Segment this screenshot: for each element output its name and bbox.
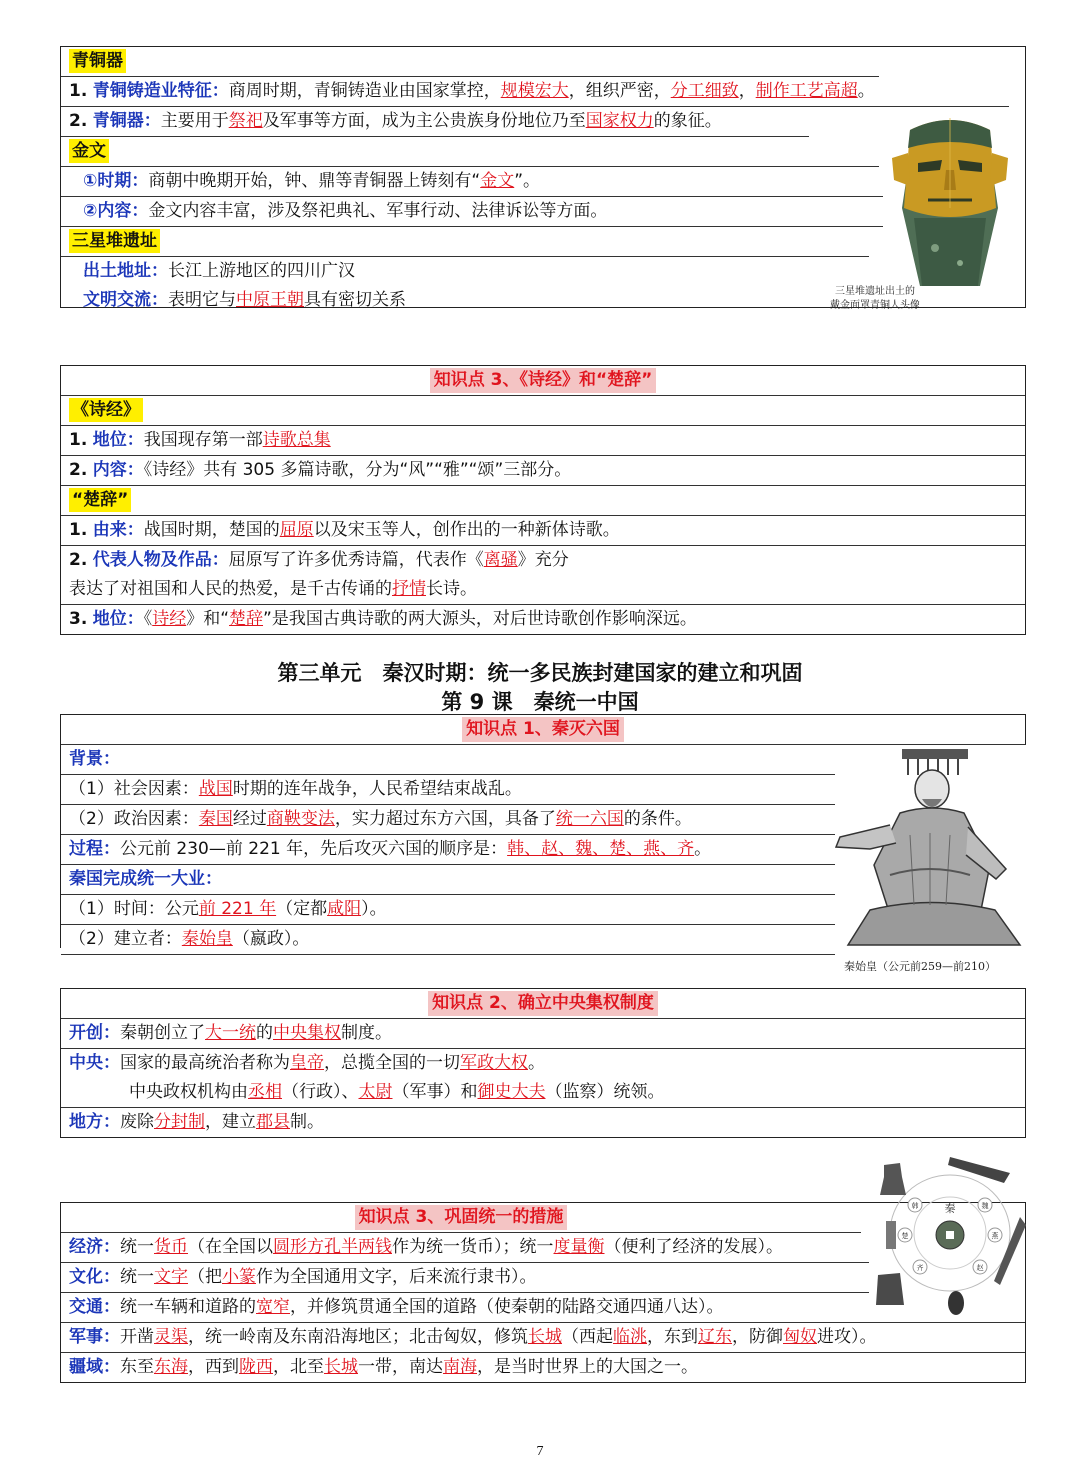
item-text: 具有密切关系 bbox=[304, 290, 406, 310]
item-number: 1. bbox=[69, 81, 88, 101]
item-text: 开凿 bbox=[120, 1327, 154, 1347]
knowledge-point-title: 知识点 3、《诗经》和“楚辞” bbox=[430, 368, 657, 393]
section-heading-chuci: “楚辞” bbox=[69, 488, 131, 512]
item-number: 2. bbox=[69, 550, 88, 570]
coin-state-label: 燕 bbox=[991, 1232, 999, 1240]
item-text: 公元前 230—前 221 年，先后攻灭六国的顺序是： bbox=[120, 839, 508, 859]
item-text: ，并修筑贯通全国的道路（使秦朝的陆路交通四通八达）。 bbox=[290, 1297, 724, 1317]
answer-text: 国家权力 bbox=[585, 111, 654, 131]
answer-text: 长城 bbox=[528, 1327, 562, 1347]
item-text: 国家的最高统治者称为 bbox=[120, 1053, 290, 1073]
bronze-feature-row bbox=[61, 77, 1009, 107]
qin-coins-image bbox=[870, 1155, 1030, 1320]
item-text: （2）建立者： bbox=[69, 929, 182, 949]
item-label: 疆域： bbox=[69, 1357, 120, 1377]
central-power-section bbox=[60, 988, 1026, 1138]
answer-text: 诗经 bbox=[152, 609, 187, 629]
item-label: 文明交流： bbox=[83, 290, 168, 310]
item-text: ， bbox=[738, 81, 756, 101]
answer-text: 咸阳 bbox=[327, 899, 362, 919]
central-organs-row bbox=[61, 1078, 1025, 1108]
territory-row bbox=[61, 1353, 1025, 1382]
answer-text: 陇西 bbox=[239, 1357, 273, 1377]
item-text: 及军事等方面，成为主公贵族身份地位乃至 bbox=[262, 111, 586, 131]
chuci-origin-row bbox=[61, 516, 1025, 546]
coin-state-label: 韩 bbox=[911, 1202, 919, 1210]
answer-text: 南海 bbox=[443, 1357, 477, 1377]
item-text: （嬴政）。 bbox=[232, 929, 310, 949]
item-text: （监察）统领。 bbox=[545, 1082, 665, 1102]
item-label: 由来： bbox=[92, 520, 144, 540]
military-row bbox=[61, 1323, 1025, 1353]
answer-text: 灵渠 bbox=[154, 1327, 188, 1347]
answer-text: 诗歌总集 bbox=[262, 430, 331, 450]
background-heading-row bbox=[61, 745, 835, 775]
coin-state-label: 赵 bbox=[976, 1264, 984, 1272]
item-text: 长诗。 bbox=[426, 579, 477, 599]
item-text: 制度。 bbox=[341, 1023, 392, 1043]
item-label: 中央： bbox=[69, 1053, 120, 1073]
item-number: 1. bbox=[69, 430, 88, 450]
answer-text: 分封制 bbox=[154, 1112, 205, 1132]
item-label: 内容： bbox=[92, 460, 144, 480]
coin-state-label: 楚 bbox=[901, 1232, 909, 1240]
local-row bbox=[61, 1108, 1025, 1137]
item-number: 1. bbox=[69, 520, 88, 540]
item-text: ，北至 bbox=[273, 1357, 324, 1377]
coin-center-label: 秦 bbox=[944, 1202, 956, 1215]
section-heading-sanxingdui: 三星堆遗址 bbox=[69, 229, 160, 253]
item-text: 中央政权机构由 bbox=[129, 1082, 248, 1102]
coin-state-label: 魏 bbox=[981, 1202, 989, 1210]
item-text: 的 bbox=[256, 1023, 273, 1043]
item-text: 长江上游地区的四川广汉 bbox=[168, 261, 355, 281]
knowledge-point-header bbox=[61, 715, 1026, 745]
answer-text: 秦国 bbox=[198, 809, 233, 829]
bronze-head-image bbox=[880, 108, 1020, 286]
item-label: 地位： bbox=[92, 430, 144, 450]
item-text: ，实力超过东方六国，具备了 bbox=[334, 809, 556, 829]
item-text: 一带，南达 bbox=[358, 1357, 443, 1377]
item-label: 军事： bbox=[69, 1327, 120, 1347]
item-text: （军事）和 bbox=[392, 1082, 478, 1102]
item-text: 商朝中晚期开始，钟、鼎等青铜器上铸刻有“ bbox=[148, 171, 481, 191]
unit-title: 第三单元 秦汉时期：统一多民族封建国家的建立和巩固 bbox=[277, 661, 803, 685]
culture-row bbox=[61, 1263, 869, 1293]
bronze-heading-row bbox=[61, 47, 879, 77]
founding-row bbox=[61, 1019, 1025, 1049]
knowledge-point-title: 知识点 3、巩固统一的措施 bbox=[355, 1205, 568, 1230]
process-row bbox=[61, 835, 835, 865]
answer-text: 分工细致 bbox=[670, 81, 739, 101]
item-text: ）。 bbox=[361, 899, 387, 919]
knowledge-point-header bbox=[61, 366, 1025, 396]
answer-text: 文字 bbox=[154, 1267, 188, 1287]
answer-text: 前 221 年 bbox=[198, 899, 277, 919]
answer-text: 圆形方孔半两钱 bbox=[273, 1237, 392, 1257]
item-number: 3. bbox=[69, 609, 88, 629]
item-text: 。 bbox=[694, 839, 712, 859]
item-label: 青铜铸造业特征： bbox=[92, 81, 229, 101]
caption-line: 戴金面罩青铜人头像 bbox=[830, 300, 920, 311]
jinwen-heading-row bbox=[61, 137, 879, 167]
item-text: 经过 bbox=[232, 809, 267, 829]
answer-text: 匈奴 bbox=[783, 1327, 817, 1347]
item-text: （在全国以 bbox=[188, 1237, 273, 1257]
answer-text: 金文 bbox=[480, 171, 515, 191]
item-text: （定都 bbox=[276, 899, 328, 919]
sanxingdui-heading-row bbox=[61, 227, 869, 257]
item-label: ②内容： bbox=[83, 201, 149, 221]
answer-text: 抒情 bbox=[392, 579, 426, 599]
item-text: 作为全国通用文字，后来流行隶书）。 bbox=[256, 1267, 537, 1287]
item-text: 统一车辆和道路的 bbox=[120, 1297, 256, 1317]
item-text: 进攻）。 bbox=[817, 1327, 877, 1347]
item-text: 的象征。 bbox=[653, 111, 722, 131]
item-text: （行政）、 bbox=[282, 1082, 359, 1102]
item-text: 秦朝创立了 bbox=[120, 1023, 205, 1043]
answer-text: 制作工艺高超 bbox=[755, 81, 858, 101]
item-text: 时期的连年战争，人民希望结束战乱。 bbox=[232, 779, 522, 799]
item-text: 战国时期，楚国的 bbox=[143, 520, 280, 540]
section-heading-bronze: 青铜器 bbox=[69, 49, 126, 73]
qin-shihuang-caption: 秦始皇（公元前259—前210） bbox=[844, 960, 996, 973]
shijing-heading-row bbox=[61, 396, 1025, 426]
item-label: 经济： bbox=[69, 1237, 120, 1257]
knowledge-point-header bbox=[61, 1203, 861, 1233]
item-text: （西起 bbox=[562, 1327, 613, 1347]
jinwen-content-row bbox=[61, 197, 883, 227]
answer-text: 商鞅变法 bbox=[266, 809, 335, 829]
item-label: 背景： bbox=[69, 749, 120, 769]
item-text: ，防御 bbox=[732, 1327, 783, 1347]
item-text: 屈原写了许多优秀诗篇，代表作《 bbox=[228, 550, 484, 570]
answer-text: 祭祀 bbox=[228, 111, 263, 131]
item-text: ”是我国古典诗歌的两大源头，对后世诗歌创作影响深远。 bbox=[263, 609, 697, 629]
chuci-heading-row bbox=[61, 486, 1025, 516]
shijing-chuci-section bbox=[60, 365, 1026, 635]
caption-line: 三星堆遗址出土的 bbox=[835, 286, 915, 297]
economy-row bbox=[61, 1233, 869, 1263]
answer-text: 东海 bbox=[154, 1357, 188, 1377]
unification-founder-row bbox=[61, 925, 835, 955]
item-text: ，组织严密， bbox=[568, 81, 671, 101]
item-text: 。 bbox=[857, 81, 875, 101]
social-factor-row bbox=[61, 775, 835, 805]
knowledge-point-title: 知识点 1、秦灭六国 bbox=[462, 717, 624, 742]
item-text: 《 bbox=[143, 609, 153, 629]
item-text: ”。 bbox=[514, 171, 541, 191]
item-text: （把 bbox=[188, 1267, 222, 1287]
item-label: ①时期： bbox=[83, 171, 149, 191]
item-text: （2）政治因素： bbox=[69, 809, 199, 829]
item-text: （便利了经济的发展）。 bbox=[604, 1237, 783, 1257]
answer-text: 中原王朝 bbox=[236, 290, 304, 310]
shijing-content-row bbox=[61, 456, 1025, 486]
political-factor-row bbox=[61, 805, 835, 835]
item-text: 表明它与 bbox=[168, 290, 236, 310]
jinwen-period-row bbox=[61, 167, 883, 197]
answer-text: 战国 bbox=[198, 779, 233, 799]
chuci-representative-row-cont bbox=[61, 575, 1025, 605]
item-text: 统一 bbox=[120, 1267, 154, 1287]
item-text: ，总揽全国的一切 bbox=[324, 1053, 460, 1073]
item-text: 作为统一货币）；统一 bbox=[392, 1237, 554, 1257]
knowledge-point-title: 知识点 2、确立中央集权制度 bbox=[428, 991, 658, 1016]
item-text: 废除 bbox=[120, 1112, 154, 1132]
answer-text: 临洮 bbox=[613, 1327, 647, 1347]
item-label: 文化： bbox=[69, 1267, 120, 1287]
answer-text: 长城 bbox=[324, 1357, 358, 1377]
chuci-representative-row bbox=[61, 546, 1025, 575]
answer-text: 韩、赵、魏、楚、燕、齐 bbox=[507, 839, 695, 859]
section-heading-jinwen: 金文 bbox=[69, 139, 109, 163]
answer-text: 小篆 bbox=[222, 1267, 256, 1287]
item-text: ，建立 bbox=[205, 1112, 256, 1132]
item-text: 的条件。 bbox=[623, 809, 692, 829]
answer-text: 度量衡 bbox=[553, 1237, 605, 1257]
answer-text: 丞相 bbox=[248, 1082, 282, 1102]
bronze-use-row bbox=[61, 107, 809, 137]
item-text: 东至 bbox=[120, 1357, 154, 1377]
answer-text: 辽东 bbox=[698, 1327, 732, 1347]
item-text: 主要用于 bbox=[160, 111, 229, 131]
answer-text: 太尉 bbox=[358, 1082, 393, 1102]
item-text: ，西到 bbox=[188, 1357, 239, 1377]
answer-text: 郡县 bbox=[256, 1112, 290, 1132]
qin-shihuang-portrait-image bbox=[830, 745, 1030, 950]
page-number: 7 bbox=[536, 1444, 544, 1459]
item-text: 统一 bbox=[120, 1237, 154, 1257]
item-text: （1）社会因素： bbox=[69, 779, 199, 799]
item-label: 地方： bbox=[69, 1112, 120, 1132]
item-text: 制。 bbox=[290, 1112, 324, 1132]
item-label: 代表人物及作品： bbox=[92, 550, 229, 570]
section-heading-shijing: 《诗经》 bbox=[69, 398, 143, 422]
unification-time-row bbox=[61, 895, 835, 925]
answer-text: 宽窄 bbox=[256, 1297, 290, 1317]
item-label: 青铜器： bbox=[92, 111, 161, 131]
item-label: 地位： bbox=[92, 609, 144, 629]
answer-text: 中央集权 bbox=[273, 1023, 341, 1043]
answer-text: 大一统 bbox=[205, 1023, 256, 1043]
item-label: 过程： bbox=[69, 839, 120, 859]
item-text: 。 bbox=[528, 1053, 545, 1073]
item-label: 交通： bbox=[69, 1297, 120, 1317]
item-number: 2. bbox=[69, 460, 88, 480]
answer-text: 规模宏大 bbox=[500, 81, 569, 101]
central-row bbox=[61, 1049, 1025, 1078]
item-text: 《诗经》共有 305 多篇诗歌，分为“风”“雅”“颂”三部分。 bbox=[143, 460, 572, 480]
item-label: 秦国完成统一大业： bbox=[69, 869, 222, 889]
shijing-status-row bbox=[61, 426, 1025, 456]
answer-text: 秦始皇 bbox=[181, 929, 233, 949]
lesson-title: 第 9 课 秦统一中国 bbox=[441, 690, 639, 714]
answer-text: 皇帝 bbox=[290, 1053, 324, 1073]
coin-state-label: 齐 bbox=[916, 1264, 924, 1272]
item-label: 开创： bbox=[69, 1023, 120, 1043]
unification-heading-row bbox=[61, 865, 835, 895]
answer-text: 楚辞 bbox=[229, 609, 264, 629]
chuci-status-row bbox=[61, 605, 1025, 634]
item-text: 我国现存第一部 bbox=[143, 430, 263, 450]
answer-text: 御史大夫 bbox=[477, 1082, 546, 1102]
item-text: ，东到 bbox=[647, 1327, 698, 1347]
item-text: 金文内容丰富，涉及祭祀典礼、军事行动、法律诉讼等方面。 bbox=[148, 201, 608, 221]
item-number: 2. bbox=[69, 111, 88, 131]
item-text: 商周时期，青铜铸造业由国家掌控， bbox=[228, 81, 501, 101]
answer-text: 离骚 bbox=[483, 550, 518, 570]
item-text: 》充分 bbox=[517, 550, 569, 570]
item-label: 出土地址： bbox=[83, 261, 168, 281]
item-text: 》和“ bbox=[186, 609, 230, 629]
item-text: 以及宋玉等人，创作出的一种新体诗歌。 bbox=[313, 520, 620, 540]
answer-text: 屈原 bbox=[279, 520, 314, 540]
bronze-image-caption bbox=[820, 285, 930, 313]
item-text: ，是当时世界上的大国之一。 bbox=[477, 1357, 698, 1377]
answer-text: 统一六国 bbox=[555, 809, 624, 829]
answer-text: 货币 bbox=[154, 1237, 188, 1257]
item-text: 表达了对祖国和人民的热爱，是千古传诵的 bbox=[69, 579, 392, 599]
knowledge-point-header bbox=[61, 989, 1025, 1019]
item-text: （1）时间：公元 bbox=[69, 899, 199, 919]
item-text: ，统一岭南及东南沿海地区；北击匈奴，修筑 bbox=[188, 1327, 528, 1347]
answer-text: 军政大权 bbox=[460, 1053, 528, 1073]
